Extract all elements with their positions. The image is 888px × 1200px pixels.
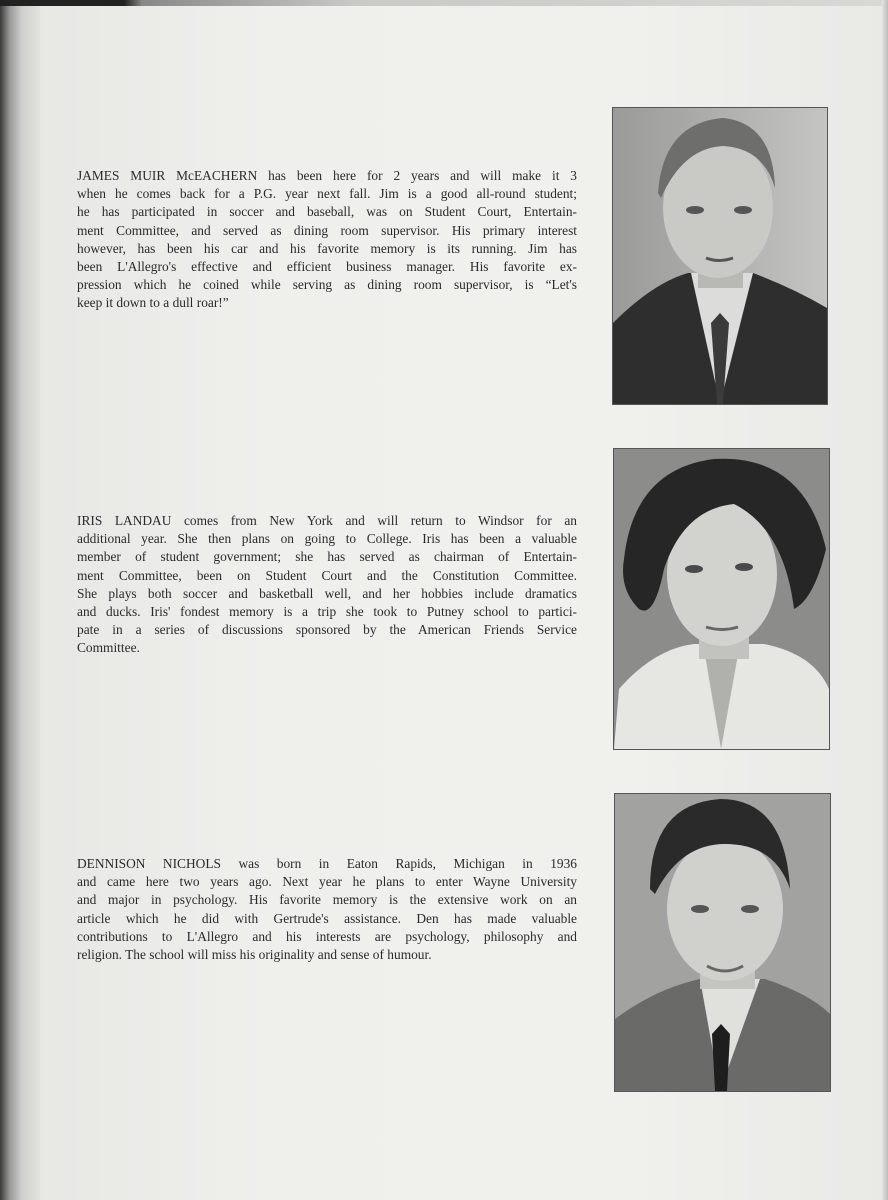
page-top-edge (0, 0, 888, 6)
bio-line: additional year. She then plans on going to College. Iris has been a valuable (77, 531, 577, 547)
bio-line: and came here two years ago. Next year he plans to enter Wayne University (77, 874, 577, 890)
bio-line: however, has been his car and his favorite memory is its running. Jim has (77, 240, 577, 256)
bio-line: Committee. (77, 640, 140, 656)
bio-james-mceachern (77, 167, 577, 313)
bio-line: when he comes back for a P.G. year next fall. Jim is a good all-round student; (77, 186, 577, 202)
bio-line: religion. The school will miss his originality and sense of humour. (77, 947, 432, 963)
bio-line: ment Committee, been on Student Court and the Constitution Committee. (77, 567, 577, 583)
bio-line: DENNISON NICHOLS was born in Eaton Rapids, Michigan in 1936 (77, 856, 577, 871)
bio-line: he has participated in soccer and baseball, was on Student Court, Entertain- (77, 204, 577, 220)
bio-line: article which he did with Gertrude's assistance. Den has made valuable (77, 910, 577, 926)
bio-line: been L'Allegro's effective and efficient business manager. His favorite ex- (77, 259, 577, 275)
bio-line: IRIS LANDAU comes from New York and will return to Windsor for an (77, 513, 577, 528)
bio-line: JAMES MUIR McEACHERN has been here for 2 years and will make it 3 (77, 168, 577, 183)
page-right-edge (882, 0, 888, 1200)
bio-line: She plays both soccer and basketball well, and her hobbies include dramatics (77, 585, 577, 601)
bio-line: and major in psychology. His favorite memory is the extensive work on an (77, 892, 577, 908)
bio-line: contributions to L'Allegro and his interests are psychology, philosophy and (77, 928, 577, 944)
book-spine-shadow (0, 0, 40, 1200)
portrait-photo-iris (613, 448, 830, 750)
bio-dennison-nichols (77, 855, 577, 964)
bio-line: and ducks. Iris' fondest memory is a trip she took to Putney school to partici- (77, 604, 577, 620)
portrait-photo-james (612, 107, 828, 405)
bio-iris-landau (77, 512, 577, 658)
portrait-photo-dennison (614, 793, 831, 1092)
bio-line: pression which he coined while serving as dining room supervisor, is “Let's (77, 277, 577, 293)
bio-line: ment Committee, and served as dining room supervisor. His primary interest (77, 222, 577, 238)
bio-line: keep it down to a dull roar!” (77, 295, 229, 311)
bio-line: member of student government; she has served as chairman of Entertain- (77, 549, 577, 565)
bio-line: pate in a series of discussions sponsored by the American Friends Service (77, 622, 577, 638)
